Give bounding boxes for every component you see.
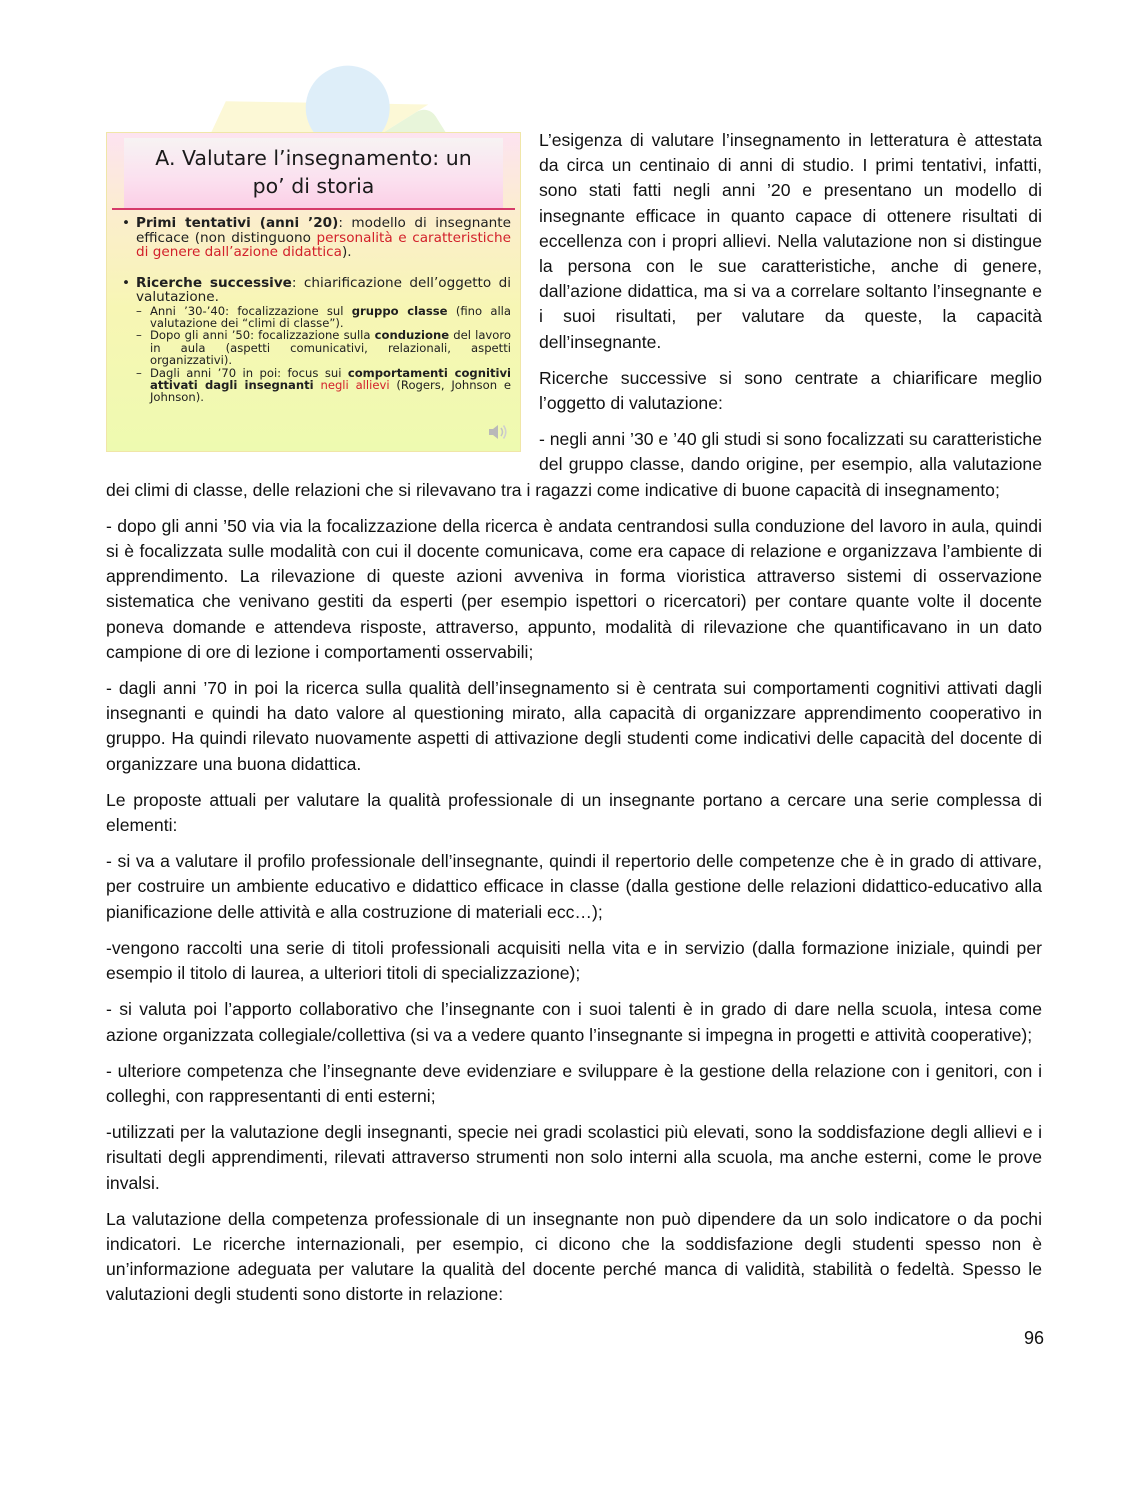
paragraph-4: - dopo gli anni ’50 via via la focalizzazione della ricerca è andata centrandosi sulla conduzione del lavoro in aula, quindi si è focalizzata sulle modalità con cui il docente comunicava, come era capace di relazione e organizzava l’ambiente di apprendimento. La rilevazione di queste azioni avveniva in forma vioristica attraverso sistemi di osservazione sistematica che venivano gestiti da esperti (per esempio ispettori o ricercatori) per contare quante volte il docente poneva domande e attendeva risposte, attraverso, appunto, modalità di rilevazione che quantificavano in un dato campione di ore di lezione i comportamenti osservabili; xyxy=(106,515,1042,662)
slide-bullet-1 xyxy=(122,216,511,260)
slide-bullet-2-text: : chiarificazione dell’oggetto di valutazione. xyxy=(136,274,511,305)
slide-sub-2-bold: conduzione xyxy=(374,328,450,343)
paragraph-11: -utilizzati per la valutazione degli insegnanti, specie nei gradi scolastici più elevati, sono la soddisfazione degli allievi e i risultati degli apprendimenti, rilevati attraverso strumenti non solo interni alla scuola, ma anche esterni, come le prove invalsi. xyxy=(106,1122,1042,1193)
slide-bullet-2-bold: Ricerche successive xyxy=(136,274,292,291)
slide-sub-3-end: (Rogers, Johnson e Johnson). xyxy=(150,377,511,405)
slide-sub-3-bold: comportamenti cognitivi attivati dagli insegnanti xyxy=(150,365,511,392)
paragraph-3: - negli anni ’30 e ’40 gli studi si sono focalizzati su caratteristiche del gruppo classe, dando origine, per esempio, alla valutazione dei climi di classe, delle relazioni che si rilevavano tra i ragazzi come indicative di buone capacità di insegnamento; xyxy=(106,429,1042,500)
slide-bullet-1-red: personalità e caratteristiche di genere dall’azione didattica xyxy=(136,229,511,260)
slide-title-line-1: A. Valutare l’insegnamento: un xyxy=(155,146,472,170)
slide-sub-bullet-2 xyxy=(130,329,511,366)
slide-sub-1-text: Anni ’30-’40: focalizzazione sul xyxy=(150,303,352,318)
slide-sub-3-text: Dagli anni ’70 in poi: focus sui xyxy=(150,365,348,380)
page-number: 96 xyxy=(1023,1328,1044,1348)
slide-sub-bullet-3 xyxy=(130,367,511,404)
slide-bullet-2 xyxy=(122,276,511,305)
slide-sub-3-red: negli allievi xyxy=(313,377,390,392)
paragraph-8: -vengono raccolti una serie di titoli professionali acquisiti nella vita e in servizio (dalla formazione iniziale, quindi per esempio il titolo di laurea, a ulteriori titoli di specializzazione); xyxy=(106,937,1042,984)
slide-sub-1-end: (fino alla valutazione dei “climi di classe”). xyxy=(150,303,511,330)
page-content xyxy=(106,128,1042,1319)
paragraph-7: - si va a valutare il profilo professionale dell’insegnante, quindi il repertorio delle competenze che è in grado di attivare, per costruire un ambiente educativo e didattico efficace in classe (dalla gestione delle relazioni didattico-educativo alla pianificazione delle attività e alla costruzione di materiali ecc…); xyxy=(106,851,1042,922)
slide-bullet-1-bold: Primi tentativi (anni ’20) xyxy=(136,215,339,231)
slide-sub-2-end: del lavoro in aula (aspetti comunicativi, relazionali, aspetti organizzativi). xyxy=(150,328,511,368)
paragraph-5: - dagli anni ’70 in poi la ricerca sulla qualità dell’insegnamento si è centrata sui comportamenti cognitivi attivati dagli insegnanti e quindi ha dato valore al questioning mirato, alla capacità di organizzare apprendimento cooperativo in gruppo. Ha quindi rilevato nuovamente aspetti di attivazione degli studenti come indicativi delle capacità del docente di organizzare una buona didattica. xyxy=(106,678,1042,774)
slide-body xyxy=(106,210,521,404)
paragraph-9: - si valuta poi l’apporto collaborativo che l’insegnante con i suoi talenti è in grado di dare nella scuola, intesa come azione organizzata collegiale/collettiva (si va a vedere quanto l’insegnante si impegna in progetti e attività cooperative); xyxy=(106,999,1042,1045)
slide-sub-1-bold: gruppo classe xyxy=(351,303,448,318)
slide-image xyxy=(106,132,521,452)
slide-title-line-2: po’ di storia xyxy=(252,174,375,198)
slide-sub-bullet-1 xyxy=(130,305,511,330)
slide-bullet-1-text: : modello di insegnante efficace (non distinguono xyxy=(136,215,511,246)
paragraph-6: Le proposte attuali per valutare la qualità professionale di un insegnante portano a cercare una serie complessa di elementi: xyxy=(106,789,1042,836)
paragraph-1: L’esigenza di valutare l’insegnamento in letteratura è attestata da circa un centinaio di anni di studio. I primi tentativi, infatti, sono stati fatti negli anni ’20 e presentano un modello di insegnante efficace in quanto capace di ottenere risultati di eccellenza con i propri allievi. Nella valutazione non si distingue la persona con le sue caratteristiche, anche di genere, dall’azione didattica, ma si va a correlare soltanto l’insegnante e i suoi risultati, per valutare da queste, la capacità dell’insegnante. xyxy=(539,130,1042,352)
slide-bullet-1-end: ). xyxy=(341,244,352,260)
slide-sub-2-text: Dopo gli anni ’50: focalizzazione sulla xyxy=(150,328,375,343)
speaker-icon xyxy=(487,422,509,442)
paragraph-2: Ricerche successive si sono centrate a chiarificare meglio l’oggetto di valutazione: xyxy=(539,367,1042,414)
paragraph-12: La valutazione della competenza professionale di un insegnante non può dipendere da un solo indicatore o da pochi indicatori. Le ricerche internazionali, per esempio, ci dicono che la soddisfazione degli studenti spesso non è un’informazione adeguata per valutare la qualità del docente perché manca di validità, stabilità o fedeltà. Spesso le valutazioni degli studenti sono distorte in relazione: xyxy=(106,1208,1042,1305)
slide-title xyxy=(124,138,503,208)
paragraph-10: - ulteriore competenza che l’insegnante deve evidenziare e sviluppare è la gestione della relazione con i genitori, con i colleghi, con rappresentanti di enti esterni; xyxy=(106,1060,1042,1106)
